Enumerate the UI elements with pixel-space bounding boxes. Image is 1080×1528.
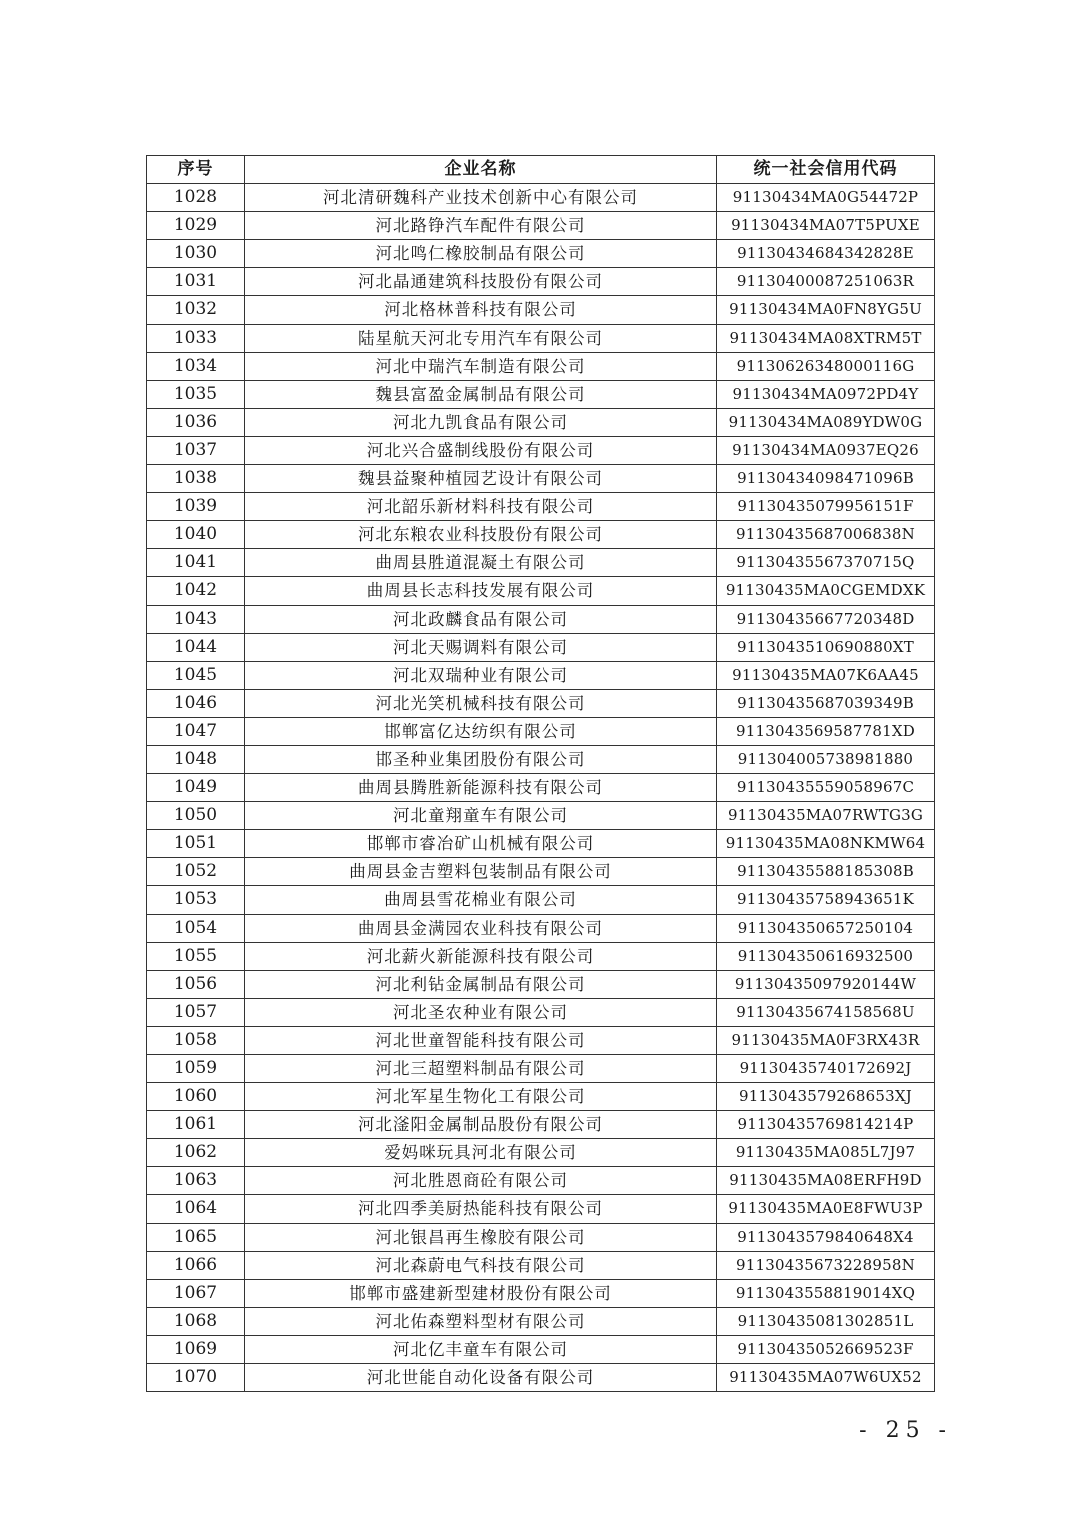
name-cell: 河北利钻金属制品有限公司 — [245, 970, 717, 998]
name-cell: 河北滏阳金属制品股份有限公司 — [245, 1111, 717, 1139]
seq-cell: 1039 — [147, 493, 245, 521]
seq-cell: 1030 — [147, 240, 245, 268]
name-cell: 河北童翔童车有限公司 — [245, 802, 717, 830]
code-cell: 911304350657250104 — [717, 914, 935, 942]
page-number: - 25 - — [859, 1418, 952, 1443]
seq-cell: 1032 — [147, 296, 245, 324]
table-row — [147, 605, 935, 633]
table-row — [147, 324, 935, 352]
table-row — [147, 268, 935, 296]
table-row — [147, 717, 935, 745]
code-cell: 91130435MA07RWTG3G — [717, 802, 935, 830]
seq-cell: 1065 — [147, 1223, 245, 1251]
name-cell: 邯郸市睿冶矿山机械有限公司 — [245, 830, 717, 858]
code-cell: 91130435079956151F — [717, 493, 935, 521]
seq-cell: 1041 — [147, 549, 245, 577]
name-cell: 邯圣种业集团股份有限公司 — [245, 745, 717, 773]
table-row — [147, 1364, 935, 1392]
table-row — [147, 352, 935, 380]
table-row — [147, 380, 935, 408]
table-row — [147, 942, 935, 970]
code-cell: 91130435MA08ERFH9D — [717, 1167, 935, 1195]
code-cell: 91130435588185308B — [717, 858, 935, 886]
seq-cell: 1068 — [147, 1307, 245, 1335]
name-cell: 河北东粮农业科技股份有限公司 — [245, 521, 717, 549]
code-cell: 91130435097920144W — [717, 970, 935, 998]
name-cell: 河北薪火新能源科技有限公司 — [245, 942, 717, 970]
seq-cell: 1036 — [147, 408, 245, 436]
seq-cell: 1060 — [147, 1083, 245, 1111]
table-row — [147, 633, 935, 661]
code-cell: 91130434MA08XTRM5T — [717, 324, 935, 352]
table-row — [147, 1026, 935, 1054]
table-row — [147, 830, 935, 858]
seq-cell: 1063 — [147, 1167, 245, 1195]
name-cell: 河北政麟食品有限公司 — [245, 605, 717, 633]
code-cell: 911304350616932500 — [717, 942, 935, 970]
seq-cell: 1049 — [147, 774, 245, 802]
code-cell: 91130435740172692J — [717, 1055, 935, 1083]
seq-cell: 1055 — [147, 942, 245, 970]
code-cell: 9113043579268653XJ — [717, 1083, 935, 1111]
seq-cell: 1067 — [147, 1279, 245, 1307]
name-cell: 河北亿丰童车有限公司 — [245, 1335, 717, 1363]
name-cell: 魏县富盈金属制品有限公司 — [245, 380, 717, 408]
header-code: 统一社会信用代码 — [717, 156, 935, 184]
table-row — [147, 436, 935, 464]
code-cell: 9113043510690880XT — [717, 633, 935, 661]
name-cell: 河北森蔚电气科技有限公司 — [245, 1251, 717, 1279]
name-cell: 河北世童智能科技有限公司 — [245, 1026, 717, 1054]
table-row — [147, 661, 935, 689]
name-cell: 邯郸富亿达纺织有限公司 — [245, 717, 717, 745]
code-cell: 91130435667720348D — [717, 605, 935, 633]
seq-cell: 1057 — [147, 998, 245, 1026]
name-cell: 邯郸市盛建新型建材股份有限公司 — [245, 1279, 717, 1307]
code-cell: 91130434684342828E — [717, 240, 935, 268]
seq-cell: 1033 — [147, 324, 245, 352]
seq-cell: 1031 — [147, 268, 245, 296]
seq-cell: 1040 — [147, 521, 245, 549]
code-cell: 91130626348000116G — [717, 352, 935, 380]
table-row — [147, 1279, 935, 1307]
table-row — [147, 1251, 935, 1279]
seq-cell: 1028 — [147, 184, 245, 212]
name-cell: 河北兴合盛制线股份有限公司 — [245, 436, 717, 464]
seq-cell: 1045 — [147, 661, 245, 689]
code-cell: 9113043569587781XD — [717, 717, 935, 745]
code-cell: 91130435081302851L — [717, 1307, 935, 1335]
table-row — [147, 689, 935, 717]
seq-cell: 1046 — [147, 689, 245, 717]
name-cell: 曲周县腾胜新能源科技有限公司 — [245, 774, 717, 802]
name-cell: 曲周县金吉塑料包装制品有限公司 — [245, 858, 717, 886]
code-cell: 91130435MA0E8FWU3P — [717, 1195, 935, 1223]
code-cell: 91130435687039349B — [717, 689, 935, 717]
name-cell: 河北九凯食品有限公司 — [245, 408, 717, 436]
table-row — [147, 408, 935, 436]
code-cell: 91130435MA085L7J97 — [717, 1139, 935, 1167]
table-row — [147, 549, 935, 577]
code-cell: 91130435769814214P — [717, 1111, 935, 1139]
code-cell: 91130435MA07K6AA45 — [717, 661, 935, 689]
code-cell: 91130434MA0FN8YG5U — [717, 296, 935, 324]
code-cell: 91130435559058967C — [717, 774, 935, 802]
name-cell: 河北佑森塑料型材有限公司 — [245, 1307, 717, 1335]
seq-cell: 1061 — [147, 1111, 245, 1139]
seq-cell: 1043 — [147, 605, 245, 633]
code-cell: 91130435MA08NKMW64 — [717, 830, 935, 858]
seq-cell: 1044 — [147, 633, 245, 661]
code-cell: 911304005738981880 — [717, 745, 935, 773]
code-cell: 91130400087251063R — [717, 268, 935, 296]
seq-cell: 1029 — [147, 212, 245, 240]
code-cell: 91130434MA0937EQ26 — [717, 436, 935, 464]
name-cell: 河北双瑞种业有限公司 — [245, 661, 717, 689]
code-cell: 91130435567370715Q — [717, 549, 935, 577]
name-cell: 曲周县胜道混凝土有限公司 — [245, 549, 717, 577]
seq-cell: 1056 — [147, 970, 245, 998]
header-name: 企业名称 — [245, 156, 717, 184]
code-cell: 91130435687006838N — [717, 521, 935, 549]
name-cell: 河北天赐调料有限公司 — [245, 633, 717, 661]
table-row — [147, 774, 935, 802]
table-row — [147, 1223, 935, 1251]
table-row — [147, 914, 935, 942]
seq-cell: 1037 — [147, 436, 245, 464]
code-cell: 91130435MA0CGEMDXK — [717, 577, 935, 605]
seq-cell: 1054 — [147, 914, 245, 942]
code-cell: 91130435MA0F3RX43R — [717, 1026, 935, 1054]
name-cell: 河北胜恩商砼有限公司 — [245, 1167, 717, 1195]
seq-cell: 1034 — [147, 352, 245, 380]
table-body — [147, 184, 935, 1392]
seq-cell: 1064 — [147, 1195, 245, 1223]
code-cell: 91130434MA07T5PUXE — [717, 212, 935, 240]
name-cell: 河北韶乐新材料科技有限公司 — [245, 493, 717, 521]
table-row — [147, 212, 935, 240]
code-cell: 9113043558819014XQ — [717, 1279, 935, 1307]
table-row — [147, 886, 935, 914]
table-header-row — [147, 156, 935, 184]
seq-cell: 1047 — [147, 717, 245, 745]
table-row — [147, 240, 935, 268]
name-cell: 陆星航天河北专用汽车有限公司 — [245, 324, 717, 352]
table-row — [147, 521, 935, 549]
name-cell: 河北军星生物化工有限公司 — [245, 1083, 717, 1111]
code-cell: 9113043579840648X4 — [717, 1223, 935, 1251]
name-cell: 河北格林普科技有限公司 — [245, 296, 717, 324]
table-row — [147, 1335, 935, 1363]
seq-cell: 1058 — [147, 1026, 245, 1054]
code-cell: 91130434MA0G54472P — [717, 184, 935, 212]
name-cell: 河北银昌再生橡胶有限公司 — [245, 1223, 717, 1251]
seq-cell: 1051 — [147, 830, 245, 858]
table-row — [147, 493, 935, 521]
code-cell: 91130435MA07W6UX52 — [717, 1364, 935, 1392]
table-row — [147, 296, 935, 324]
table-row — [147, 1139, 935, 1167]
seq-cell: 1035 — [147, 380, 245, 408]
table-row — [147, 577, 935, 605]
enterprise-table — [146, 155, 935, 1392]
name-cell: 河北中瑞汽车制造有限公司 — [245, 352, 717, 380]
name-cell: 河北光笑机械科技有限公司 — [245, 689, 717, 717]
seq-cell: 1038 — [147, 465, 245, 493]
seq-cell: 1062 — [147, 1139, 245, 1167]
table-row — [147, 745, 935, 773]
seq-cell: 1069 — [147, 1335, 245, 1363]
seq-cell: 1053 — [147, 886, 245, 914]
code-cell: 91130434098471096B — [717, 465, 935, 493]
name-cell: 魏县益聚种植园艺设计有限公司 — [245, 465, 717, 493]
name-cell: 河北圣农种业有限公司 — [245, 998, 717, 1026]
name-cell: 河北三超塑料制品有限公司 — [245, 1055, 717, 1083]
table-row — [147, 465, 935, 493]
header-seq: 序号 — [147, 156, 245, 184]
seq-cell: 1050 — [147, 802, 245, 830]
name-cell: 河北世能自动化设备有限公司 — [245, 1364, 717, 1392]
table-row — [147, 970, 935, 998]
code-cell: 91130435674158568U — [717, 998, 935, 1026]
name-cell: 河北清研魏科产业技术创新中心有限公司 — [245, 184, 717, 212]
code-cell: 91130434MA089YDW0G — [717, 408, 935, 436]
name-cell: 曲周县长志科技发展有限公司 — [245, 577, 717, 605]
table-row — [147, 1195, 935, 1223]
name-cell: 河北晶通建筑科技股份有限公司 — [245, 268, 717, 296]
table-row — [147, 1167, 935, 1195]
table-row — [147, 858, 935, 886]
code-cell: 91130435052669523F — [717, 1335, 935, 1363]
seq-cell: 1059 — [147, 1055, 245, 1083]
seq-cell: 1070 — [147, 1364, 245, 1392]
table-row — [147, 1111, 935, 1139]
name-cell: 河北四季美厨热能科技有限公司 — [245, 1195, 717, 1223]
table-row — [147, 1055, 935, 1083]
seq-cell: 1048 — [147, 745, 245, 773]
table-row — [147, 802, 935, 830]
name-cell: 河北路铮汽车配件有限公司 — [245, 212, 717, 240]
code-cell: 91130434MA0972PD4Y — [717, 380, 935, 408]
name-cell: 爱妈咪玩具河北有限公司 — [245, 1139, 717, 1167]
code-cell: 91130435758943651K — [717, 886, 935, 914]
table-row — [147, 1083, 935, 1111]
seq-cell: 1052 — [147, 858, 245, 886]
name-cell: 曲周县雪花棉业有限公司 — [245, 886, 717, 914]
table-row — [147, 1307, 935, 1335]
code-cell: 91130435673228958N — [717, 1251, 935, 1279]
seq-cell: 1042 — [147, 577, 245, 605]
table-row — [147, 184, 935, 212]
seq-cell: 1066 — [147, 1251, 245, 1279]
name-cell: 河北鸣仁橡胶制品有限公司 — [245, 240, 717, 268]
name-cell: 曲周县金满园农业科技有限公司 — [245, 914, 717, 942]
table-row — [147, 998, 935, 1026]
